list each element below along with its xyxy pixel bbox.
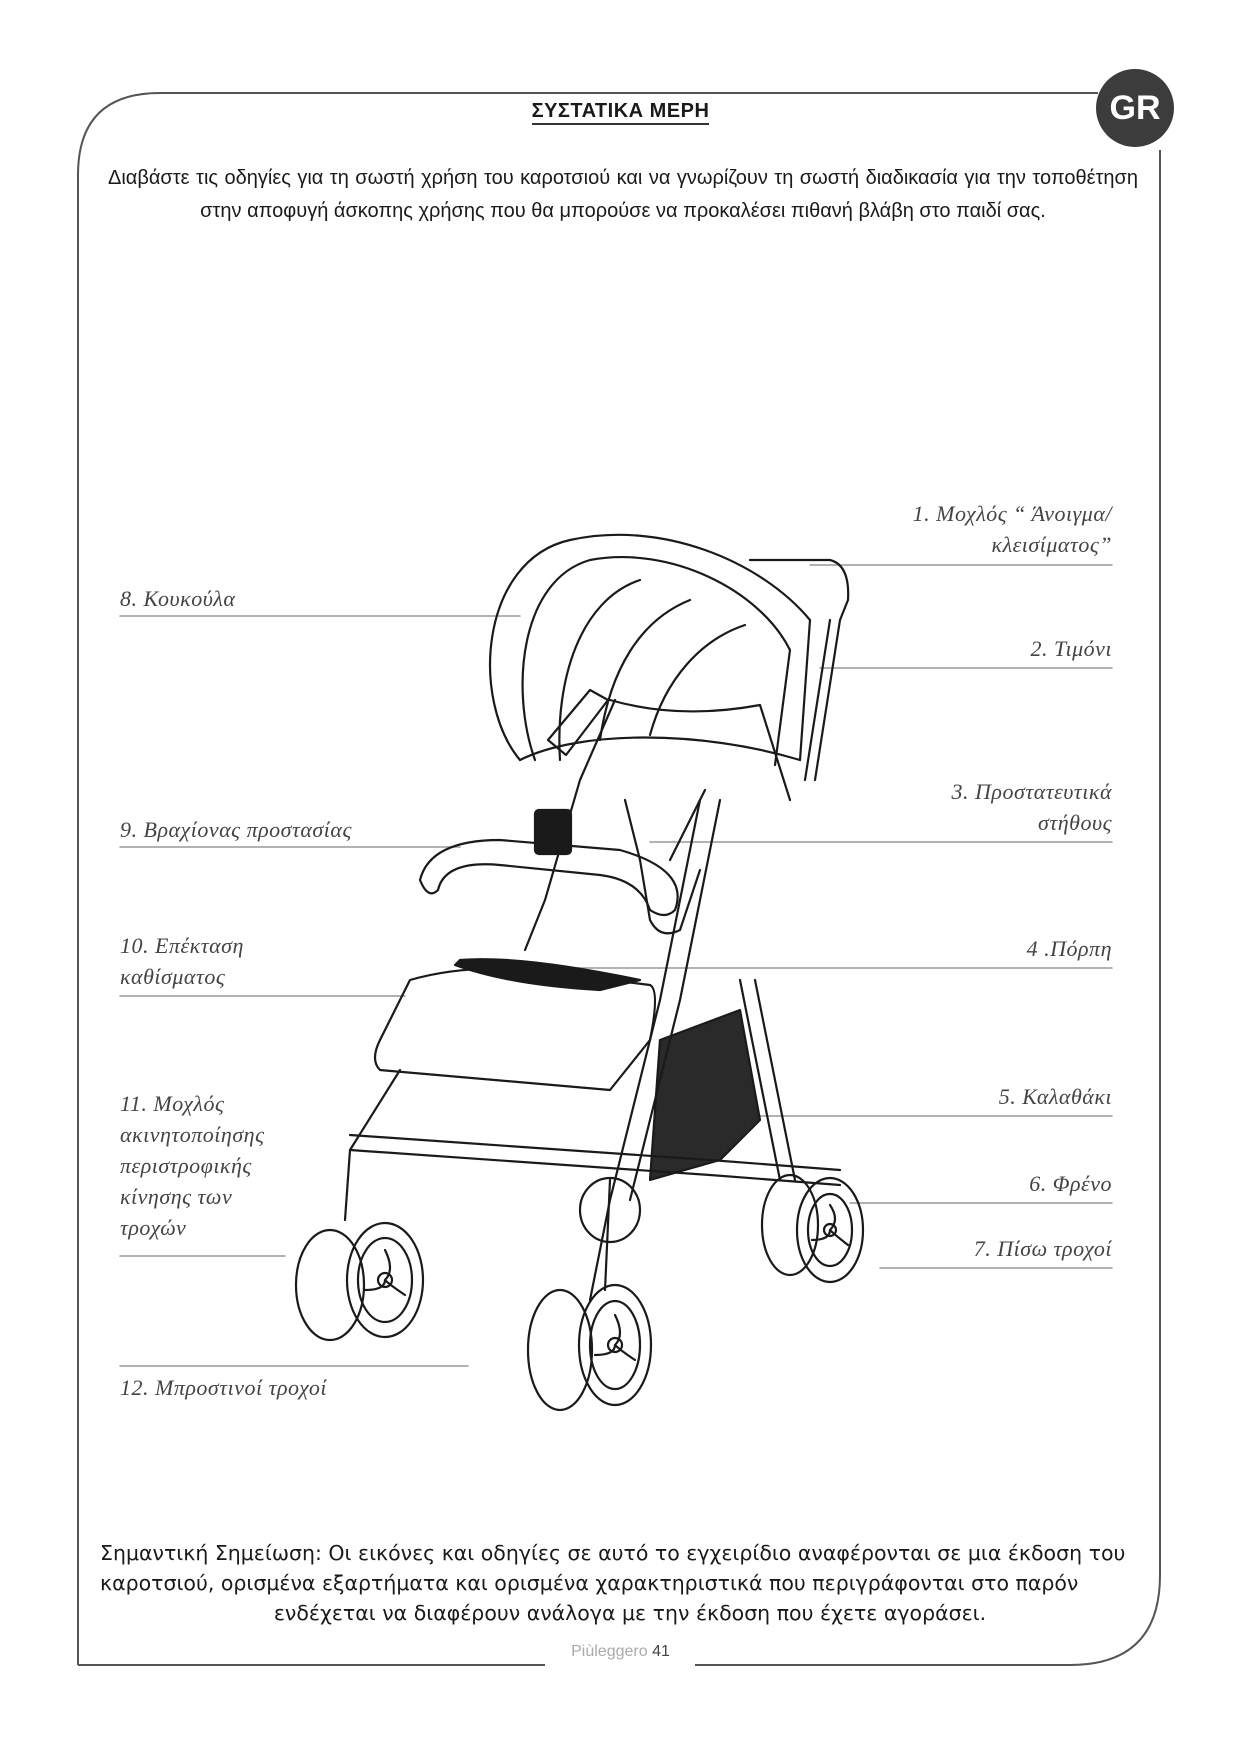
label-bumper-bar: 9. Βραχίονας προστασίας (120, 817, 352, 842)
page-footer (0, 1643, 1241, 1661)
label-brake: 6. Φρένο (1029, 1171, 1112, 1196)
page-number: 41 (652, 1643, 670, 1660)
label-buckle: 4 .Πόρπη (1026, 936, 1112, 961)
intro-paragraph: Διαβάστε τις οδηγίες για τη σωστή χρήση του καροτσιού και να γνωρίζουν τη σωστή διαδικασία για την τοποθέτηση στην αποφυγή άσκοπης χρήσης που θα μπορούσε να προκαλέσει πιθανή βλάβη στο παιδί σας. (108, 167, 1138, 222)
label-seat-extension: 10. Επέκταση καθίσματος (120, 933, 244, 989)
label-rear-wheels: 7. Πίσω τροχοί (973, 1236, 1112, 1261)
label-handlebar: 2. Τιμόνι (1030, 636, 1112, 661)
label-basket: 5. Καλαθάκι (998, 1084, 1112, 1109)
important-note: Σημαντική Σημείωση: Οι εικόνες και οδηγίες σε αυτό το εγχειρίδιο αναφέρονται σε μια έκδοση του καροτσιού, ορισμένα εξαρτήματα και ορισμένα χαρακτηριστικά που περιγράφονται στο παρόν ενδέχεται να διαφέρουν ανάλογα με την έκδοση που έχετε αγοράσει. (100, 1541, 1126, 1625)
label-canopy: 8. Κουκούλα (120, 586, 236, 611)
label-fold-lever: 1. Μοχλός “ Άνοιγμα/ κλεισίματος” (912, 501, 1112, 557)
page-title: ΣΥΣΤΑΤΙΚΑ ΜΕΡΗ (0, 100, 1241, 123)
label-swivel-lock: 11. Μοχλός ακινητοποίησης περιστροφικής κίνησης των τροχών (120, 1091, 265, 1240)
language-badge: GR (1096, 69, 1174, 147)
label-chest-pads: 3. Προστατευτικά στήθους (951, 779, 1112, 835)
label-front-wheels: 12. Μπροστινοί τροχοί (120, 1375, 327, 1400)
footer-brand: Piùleggero (571, 1643, 648, 1660)
